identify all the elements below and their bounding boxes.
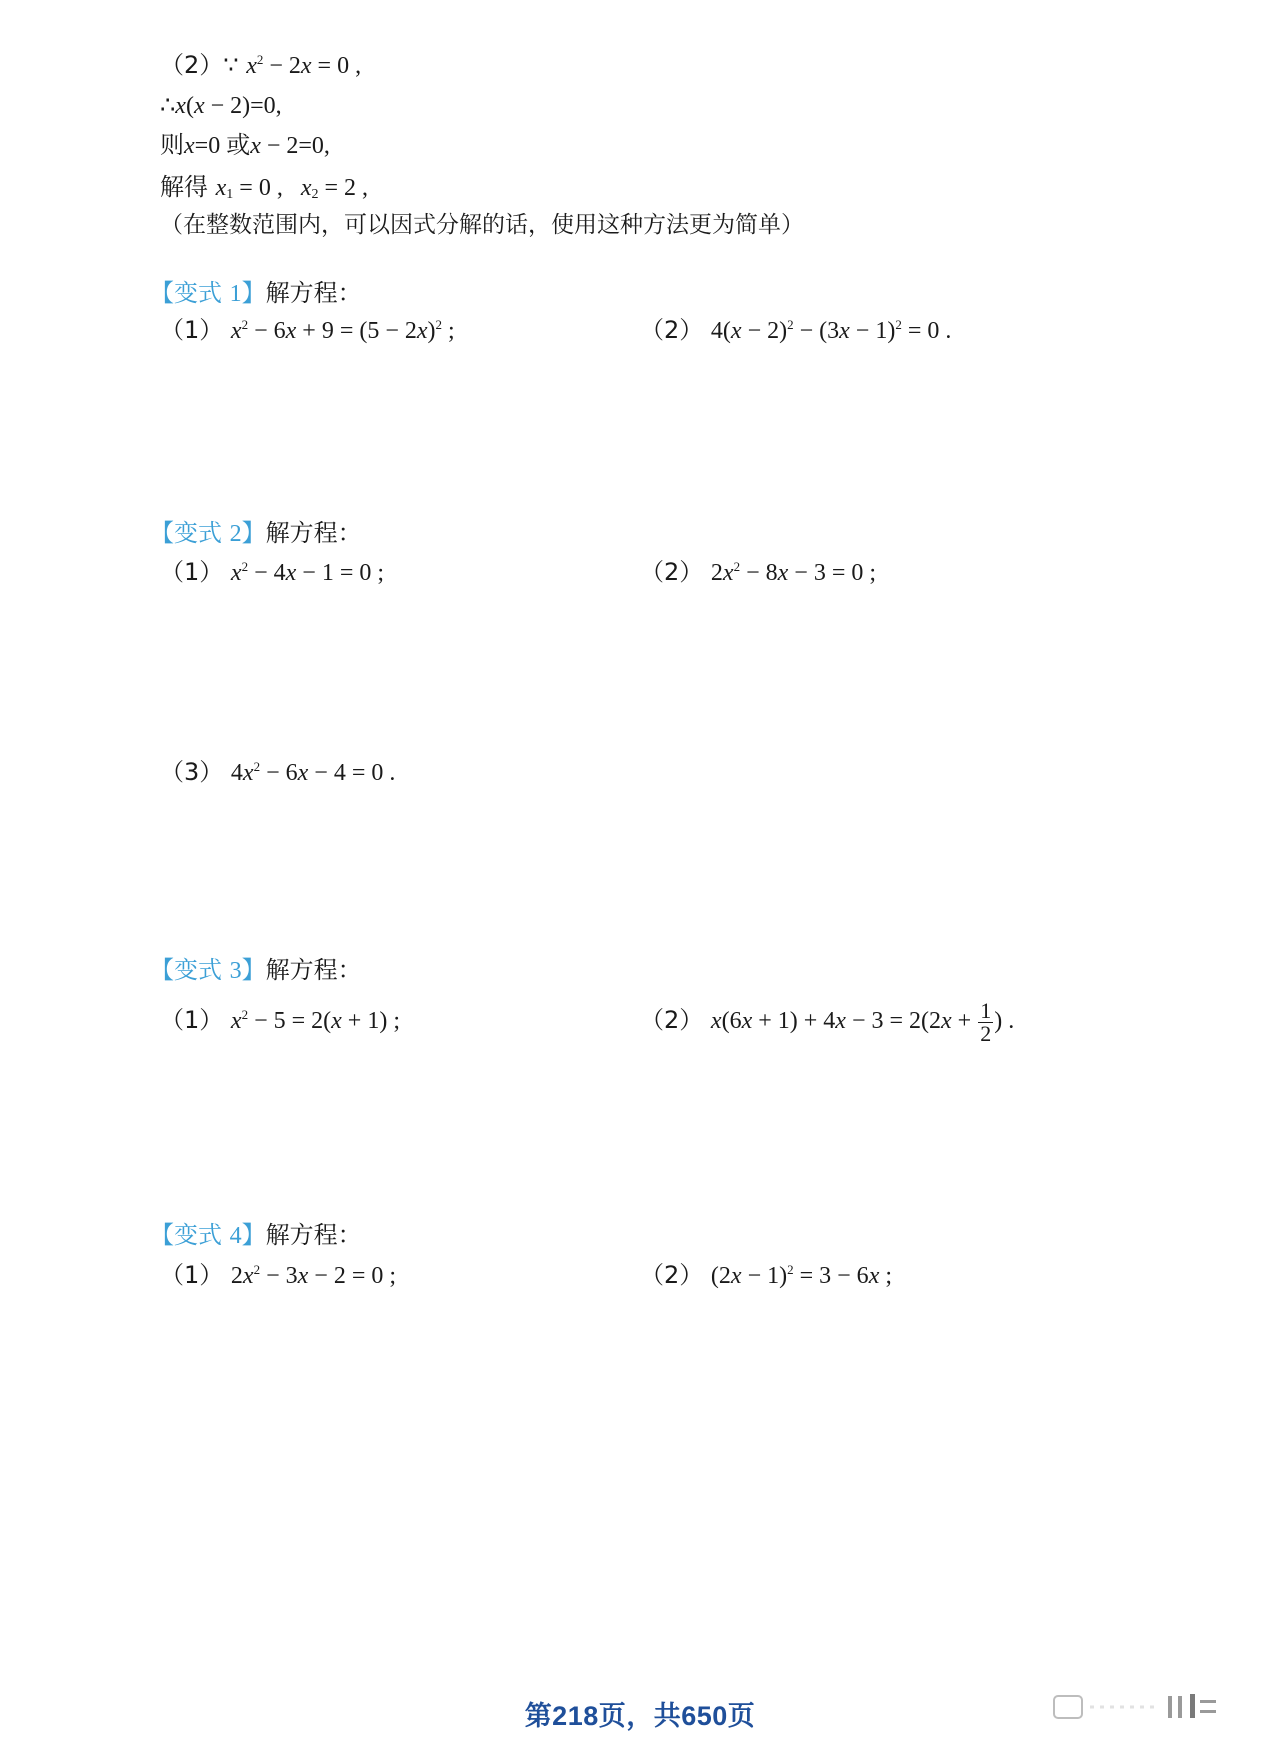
equation: x(x − 2)=0, [175, 93, 282, 119]
equation: x − 2=0, [250, 133, 330, 159]
variant-3-heading: 【变式 3】解方程： [150, 956, 362, 984]
variant-tag: 【变式 3】 [150, 956, 266, 984]
connector: 或 [226, 131, 251, 159]
variant-2-problem-1: （1） $x^2 - 4x - 1 = 0$ ; [160, 558, 385, 586]
variant-tag: 【变式 1】 [150, 279, 266, 307]
fraction-one-half: $\frac{1}{2}$ [980, 997, 992, 1046]
label: 则 [160, 131, 184, 159]
page-number: 第218页，共650页 [524, 1701, 756, 1731]
variant-tag: 【变式 4】 [150, 1221, 266, 1249]
solution-line-1 [160, 50, 361, 81]
variant-tag: 【变式 2】 [150, 519, 266, 547]
variant-1-problem-2: （2） $4(x - 2)^2 - (3x - 1)^2 = 0$ . [640, 316, 952, 344]
equation: x=0 [184, 133, 227, 159]
equation: $x^2 - 2x = 0$ , [246, 52, 362, 79]
label: 解得 [160, 173, 208, 201]
variant-4-problem-2: （2） $(2x - 1)^2 = 3 - 6x$ ; [640, 1261, 893, 1289]
variant-4-problem-1: （1） $2x^2 - 3x - 2 = 0$ ; [160, 1261, 397, 1289]
equation: $2x^2 - 8x - 3 = 0$ ; [710, 559, 877, 586]
solution-note: （在整数范围内，可以因式分解的话，使用这种方法更为简单） [160, 212, 804, 238]
equation: $4(x - 2)^2 - (3x - 1)^2 = 0$ . [710, 317, 952, 344]
variant-1-heading: 【变式 1】解方程： [150, 279, 362, 307]
scan-artifact-icon [1050, 1690, 1250, 1724]
equation: $x^2 - 4x - 1 = 0$ ; [230, 559, 385, 586]
variant-1-problem-1: （1） $x^2 - 6x + 9 = (5 - 2x)^2$ ; [160, 316, 455, 344]
therefore-symbol: ∴ [160, 91, 176, 119]
label: （2）∵ [160, 51, 239, 79]
equation: $(2x - 1)^2 = 3 - 6x$ ; [710, 1262, 893, 1289]
equation: $2x^2 - 3x - 2 = 0$ ; [230, 1262, 397, 1289]
variant-2-problem-2: （2） $2x^2 - 8x - 3 = 0$ ; [640, 558, 877, 586]
solution-line-3 [160, 130, 330, 161]
equation: x(6x + 1) + 4x − 3 = 2(2x + $\frac{1}{2}$ ) . [710, 997, 1015, 1046]
equation: $4x^2 - 6x - 4 = 0$ . [230, 759, 396, 786]
equation: $x_1 = 0$ , $x_2 = 2$ , [215, 175, 369, 202]
variant-3-problem-2: （2） x(6x + 1) + 4x − 3 = 2(2x + $\frac{1}{2}$ ) . [640, 997, 1015, 1046]
equation: $x^2 - 6x + 9 = (5 - 2x)^2$ ; [230, 317, 455, 344]
variant-2-problem-3: （3） $4x^2 - 6x - 4 = 0$ . [160, 758, 396, 786]
variant-3-problem-1: （1） $x^2 - 5 = 2(x + 1)$ ; [160, 1006, 400, 1034]
solution-line-4 [160, 172, 368, 203]
solution-line-2 [160, 90, 282, 121]
equation: $x^2 - 5 = 2(x + 1)$ ; [230, 1007, 400, 1034]
variant-2-heading: 【变式 2】解方程： [150, 519, 362, 547]
variant-4-heading: 【变式 4】解方程： [150, 1221, 362, 1249]
